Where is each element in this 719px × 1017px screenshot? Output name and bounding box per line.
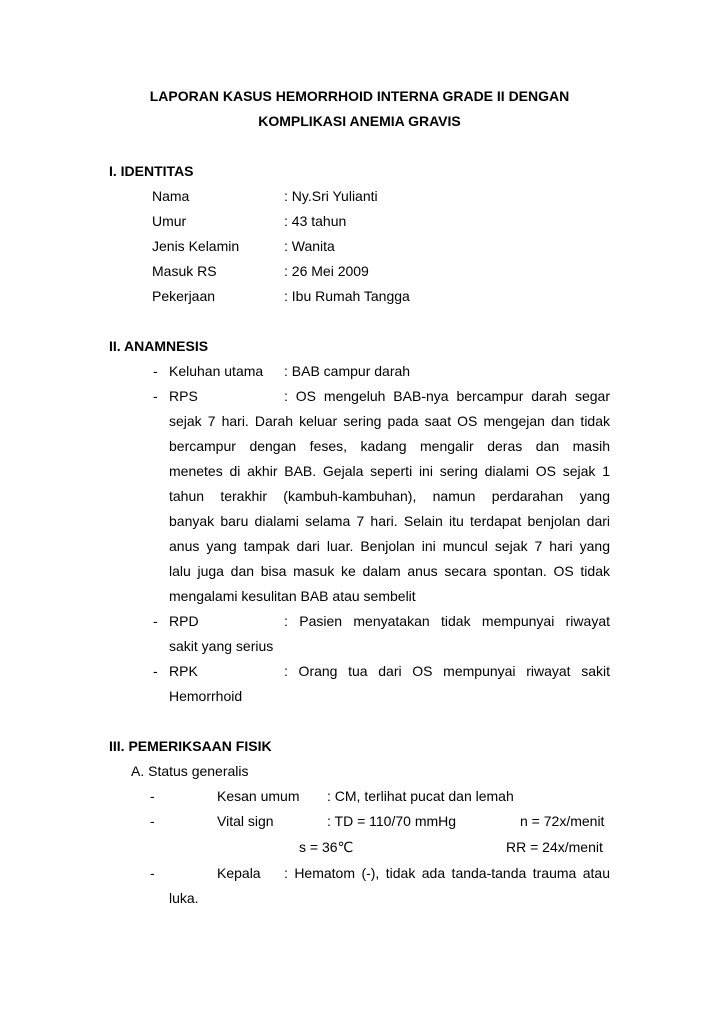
identitas-label-jenis-kelamin: Jenis Kelamin [152, 238, 240, 254]
rps-text-last: mengalami kesulitan BAB atau sembelit [169, 588, 416, 604]
bullet-dash: - [150, 813, 155, 829]
keluhan-label: Keluhan utama [169, 363, 264, 379]
rpk-text-last: Hemorrhoid [169, 688, 243, 704]
rps-text-first: : OS mengeluh BAB-nya bercampur darah segar [284, 388, 610, 404]
keluhan-value: : BAB campur darah [284, 363, 411, 379]
bullet-dash: - [153, 388, 158, 404]
bullet-dash: - [153, 363, 158, 379]
title-line-2: KOMPLIKASI ANEMIA GRAVIS [258, 113, 461, 129]
rps-text-line: banyak baru dialami selama 7 hari. Selain itu terdapat benjolan dari [169, 513, 610, 529]
vital-n-value: n = 72x/menit [520, 813, 605, 829]
bullet-dash: - [150, 788, 155, 804]
rps-text-line: anus yang tampak dari luar. Benjolan ini muncul sejak 7 hari yang [169, 538, 610, 554]
rps-label: RPS [169, 388, 198, 404]
section-heading-identitas: I. IDENTITAS [109, 163, 194, 179]
identitas-value-pekerjaan: : Ibu Rumah Tangga [284, 288, 410, 304]
rps-text-line: tahun terakhir (kambuh-kambuhan), namun perdarahan yang [169, 488, 610, 504]
title-line-1: LAPORAN KASUS HEMORRHOID INTERNA GRADE II DENGAN [149, 88, 570, 104]
identitas-value-umur: : 43 tahun [284, 213, 347, 229]
rps-text-line: sejak 7 hari. Darah keluar sering pada saat OS mengejan dan tidak [169, 413, 610, 429]
kepala-text-first: : Hematom (-), tidak ada tanda-tanda trauma atau [284, 865, 610, 881]
identitas-label-umur: Umur [152, 213, 187, 229]
section-heading-pemeriksaan-fisik: III. PEMERIKSAAN FISIK [109, 738, 272, 754]
rpk-text-first: : Orang tua dari OS mempunyai riwayat sakit [284, 663, 610, 679]
rps-text-line: bercampur dengan feses, kadang mengalir deras dan masih [169, 438, 610, 454]
identitas-label-masuk-rs: Masuk RS [152, 263, 217, 279]
identitas-label-nama: Nama [152, 188, 190, 204]
identitas-value-jenis-kelamin: : Wanita [284, 238, 335, 254]
identitas-value-nama: : Ny.Sri Yulianti [284, 188, 378, 204]
rps-text-line: lalu juga dan bisa masuk ke dalam anus secara spontan. OS tidak [169, 563, 610, 579]
bullet-dash: - [150, 865, 155, 881]
identitas-value-masuk-rs: : 26 Mei 2009 [284, 263, 369, 279]
vital-rr-value: RR = 24x/menit [506, 839, 603, 855]
vital-s-value: s = 36℃ [299, 839, 354, 855]
rpd-text-last: sakit yang serius [169, 638, 274, 654]
rpd-label: RPD [169, 613, 199, 629]
bullet-dash: - [153, 613, 158, 629]
kesan-umum-label: Kesan umum [217, 788, 300, 804]
rpd-text-first: : Pasien menyatakan tidak mempunyai riwayat [284, 613, 610, 629]
subsection-status-generalis: A. Status generalis [131, 763, 249, 779]
bullet-dash: - [153, 663, 158, 679]
kepala-label: Kepala [217, 865, 261, 881]
rpk-label: RPK [169, 663, 198, 679]
kesan-umum-value: : CM, terlihat pucat dan lemah [327, 788, 514, 804]
vital-td-value: : TD = 110/70 mmHg [327, 813, 457, 829]
rps-text-line: menetes di akhir BAB. Gejala seperti ini sering dialami OS sejak 1 [169, 463, 610, 479]
kepala-text-last: luka. [169, 890, 199, 906]
section-heading-anamnesis: II. ANAMNESIS [109, 338, 209, 354]
identitas-label-pekerjaan: Pekerjaan [152, 288, 216, 304]
vital-sign-label: Vital sign [217, 813, 274, 829]
